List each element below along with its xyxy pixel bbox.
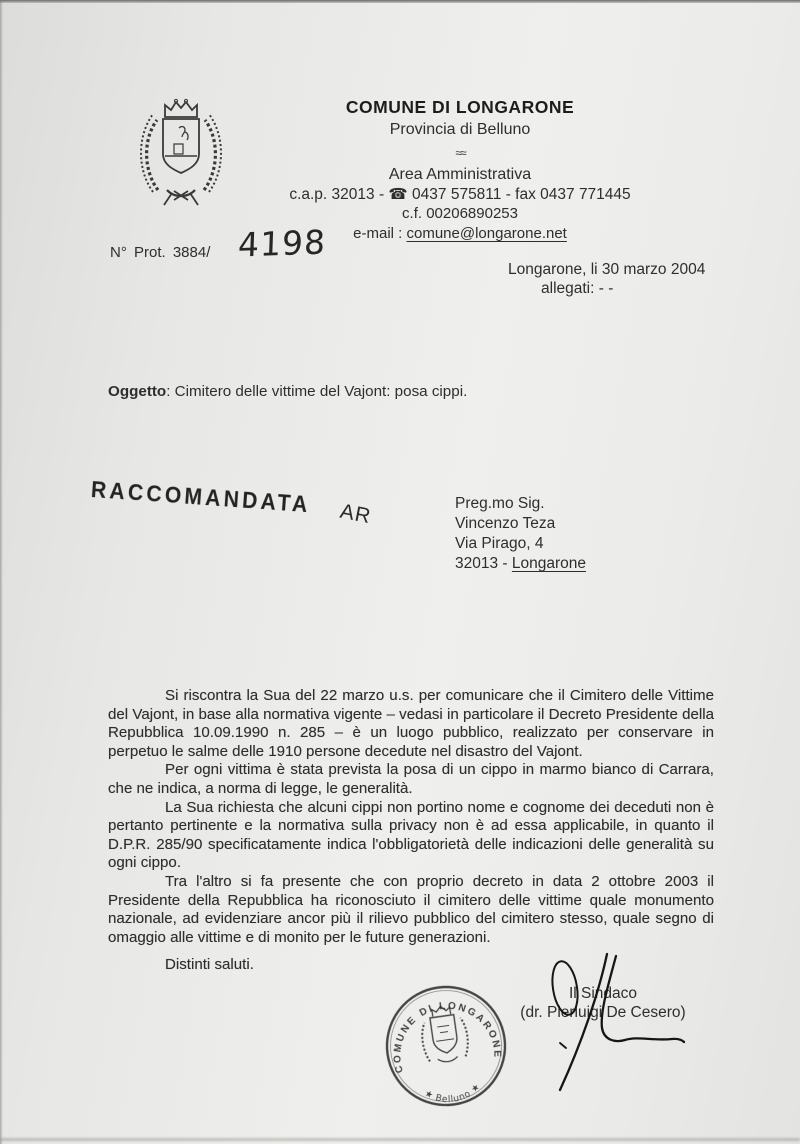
municipal-round-stamp bbox=[374, 974, 519, 1119]
attachments-line: allegati: - - bbox=[541, 280, 614, 297]
letterhead bbox=[160, 97, 760, 242]
body-paragraph: Tra l'altro si fa presente che con proprio decreto in data 2 ottobre 2003 il Presidente della Repubblica ha riconosciuto il cimitero delle vittime quale monumento nazionale, ad evidenziare ancor più il rilievo pubblico del cimitero stesso, quale segno di omaggio alle vittime e di monito per le future generazioni. bbox=[108, 872, 714, 946]
scan-left-edge bbox=[0, 0, 3, 1144]
place-and-date: Longarone, li 30 marzo 2004 bbox=[508, 261, 706, 278]
round-stamp-bottom-text: ★ Belluno ★ bbox=[422, 1081, 483, 1106]
letter-body bbox=[108, 687, 714, 975]
raccomandata-stamp-text: RACCOMANDATA bbox=[90, 476, 312, 518]
recipient-street: Via Pirago, 4 bbox=[455, 535, 544, 552]
raccomandata-stamp bbox=[90, 476, 373, 529]
subject-line bbox=[108, 383, 467, 400]
email-label: e-mail : bbox=[353, 225, 403, 242]
handwritten-signature bbox=[520, 950, 720, 1100]
body-paragraph: La Sua richiesta che alcuni cippi non portino nome e cognome dei deceduti non è pertanto pertinente e la normativa sulla privacy non è ad essa applicabile, in quanto il D.P.R. 285/90 specificatamente indica l'obbligatorietà delle indicazioni delle generalità su ogni cippo. bbox=[108, 798, 714, 872]
organization-name: COMUNE DI LONGARONE bbox=[345, 97, 575, 117]
recipient-city: Longarone bbox=[511, 555, 587, 572]
recipient-postal-code: 32013 - bbox=[455, 555, 512, 572]
wave-separator: ≈≈ bbox=[455, 146, 465, 160]
round-stamp-top-text: COMUNE DI LONGARONE bbox=[392, 1000, 503, 1075]
email-address: comune@longarone.net bbox=[406, 225, 567, 242]
handwritten-ar-note: AR bbox=[337, 499, 373, 529]
signer-role: Il Sindaco bbox=[568, 985, 638, 1002]
closing-salutation: Distinti saluti. bbox=[165, 956, 254, 974]
recipient-salutation: Preg.mo Sig. bbox=[455, 495, 545, 512]
svg-text:★ Belluno ★ bbox=[421, 1081, 484, 1109]
subject-label: Oggetto bbox=[108, 383, 167, 400]
recipient-address bbox=[455, 494, 586, 574]
scan-bottom-edge bbox=[0, 1138, 800, 1141]
scan-top-edge bbox=[0, 0, 800, 3]
body-paragraph: Si riscontra la Sua del 22 marzo u.s. per comunicare che il Cimitero delle Vittime del Vajont, in base alla normativa vigente – vedasi in particolare il Decreto Presidente della Repubblica 10.09.1990 n. 285 – è un luogo pubblico, realizzato per conservare in perpetuo le salme delle 1910 persone decedute nel disastro del Vajont. bbox=[108, 687, 714, 760]
recipient-name: Vincenzo Teza bbox=[455, 515, 556, 532]
protocol-number-label: N° Prot. 3884/ bbox=[110, 244, 211, 261]
fiscal-code-line: c.f. 00206890253 bbox=[402, 205, 518, 222]
province-line: Provincia di Belluno bbox=[389, 121, 531, 138]
department-line: Area Amministrativa bbox=[388, 166, 532, 183]
handwritten-protocol-number: 4198 bbox=[237, 222, 327, 265]
contact-line: c.a.p. 32013 - ☎ 0437 575811 - fax 0437 771445 bbox=[289, 186, 631, 203]
subject-text: : Cimitero delle vittime del Vajont: posa cippi. bbox=[166, 383, 468, 400]
signer-name: (dr. Pierluigi De Cesero) bbox=[520, 1004, 686, 1021]
body-paragraph: Per ogni vittima è stata prevista la posa di un cippo in marmo bianco di Carrara, che ne indica, a norma di legge, le generalità. bbox=[108, 761, 714, 797]
recipient-city-line bbox=[455, 554, 586, 574]
